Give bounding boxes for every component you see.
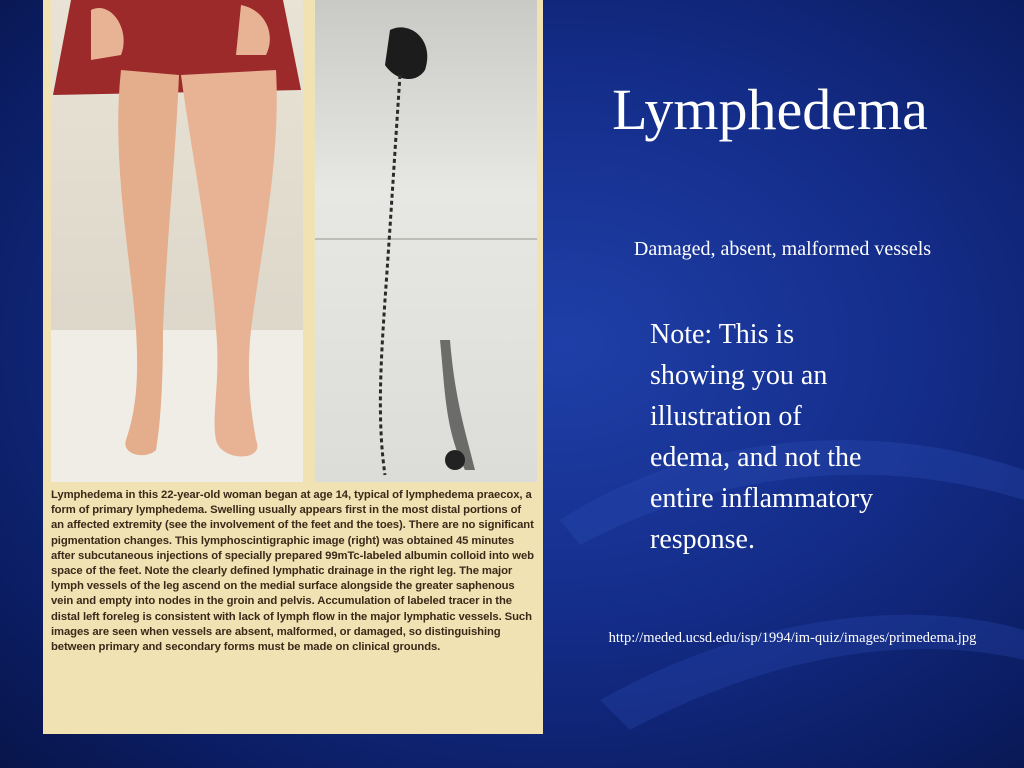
source-link[interactable]: http://meded.ucsd.edu/isp/1994/im-quiz/images/primedema.jpg <box>608 630 977 646</box>
scan-illustration <box>315 0 537 482</box>
legs-illustration <box>51 0 303 482</box>
lymphoscintigraphy-scan <box>315 0 537 482</box>
note-text: Note: This is showing you an illustration of edema, and not the entire inflammatory response. <box>650 319 874 555</box>
lymphedema-figure <box>43 0 543 734</box>
slide-title: Lymphedema <box>612 77 928 142</box>
legs-photo <box>51 0 303 482</box>
slide-subtitle: Damaged, absent, malformed vessels <box>633 238 932 260</box>
figure-caption: Lymphedema in this 22-year-old woman began at age 14, typical of lymphedema praecox, a form of primary lymphedema. Swelling usually appears first in the most distal portions of an affected extremity (see the involvement of the feet and the toes). There are no significant pigmentation changes. This lymphoscintigraphic image (right) was obtained 45 minutes after subcutaneous injections of specially prepared 99mTc-labeled albumin colloid into web space of the feet. Note the clearly defined lymphatic drainage in the right leg. The major lymph vessels of the leg ascend on the medial surface alongside the greater saphenous vein and empty into nodes in the groin and pelvis. Accumulation of labeled tracer in the distal left foreleg is consistent with lack of lymph flow in the major lymphatic vessels. Such images are seen when vessels are absent, malformed, or damaged, so distinguishing between primary and secondary forms must be made on clinical grounds. <box>51 489 534 654</box>
